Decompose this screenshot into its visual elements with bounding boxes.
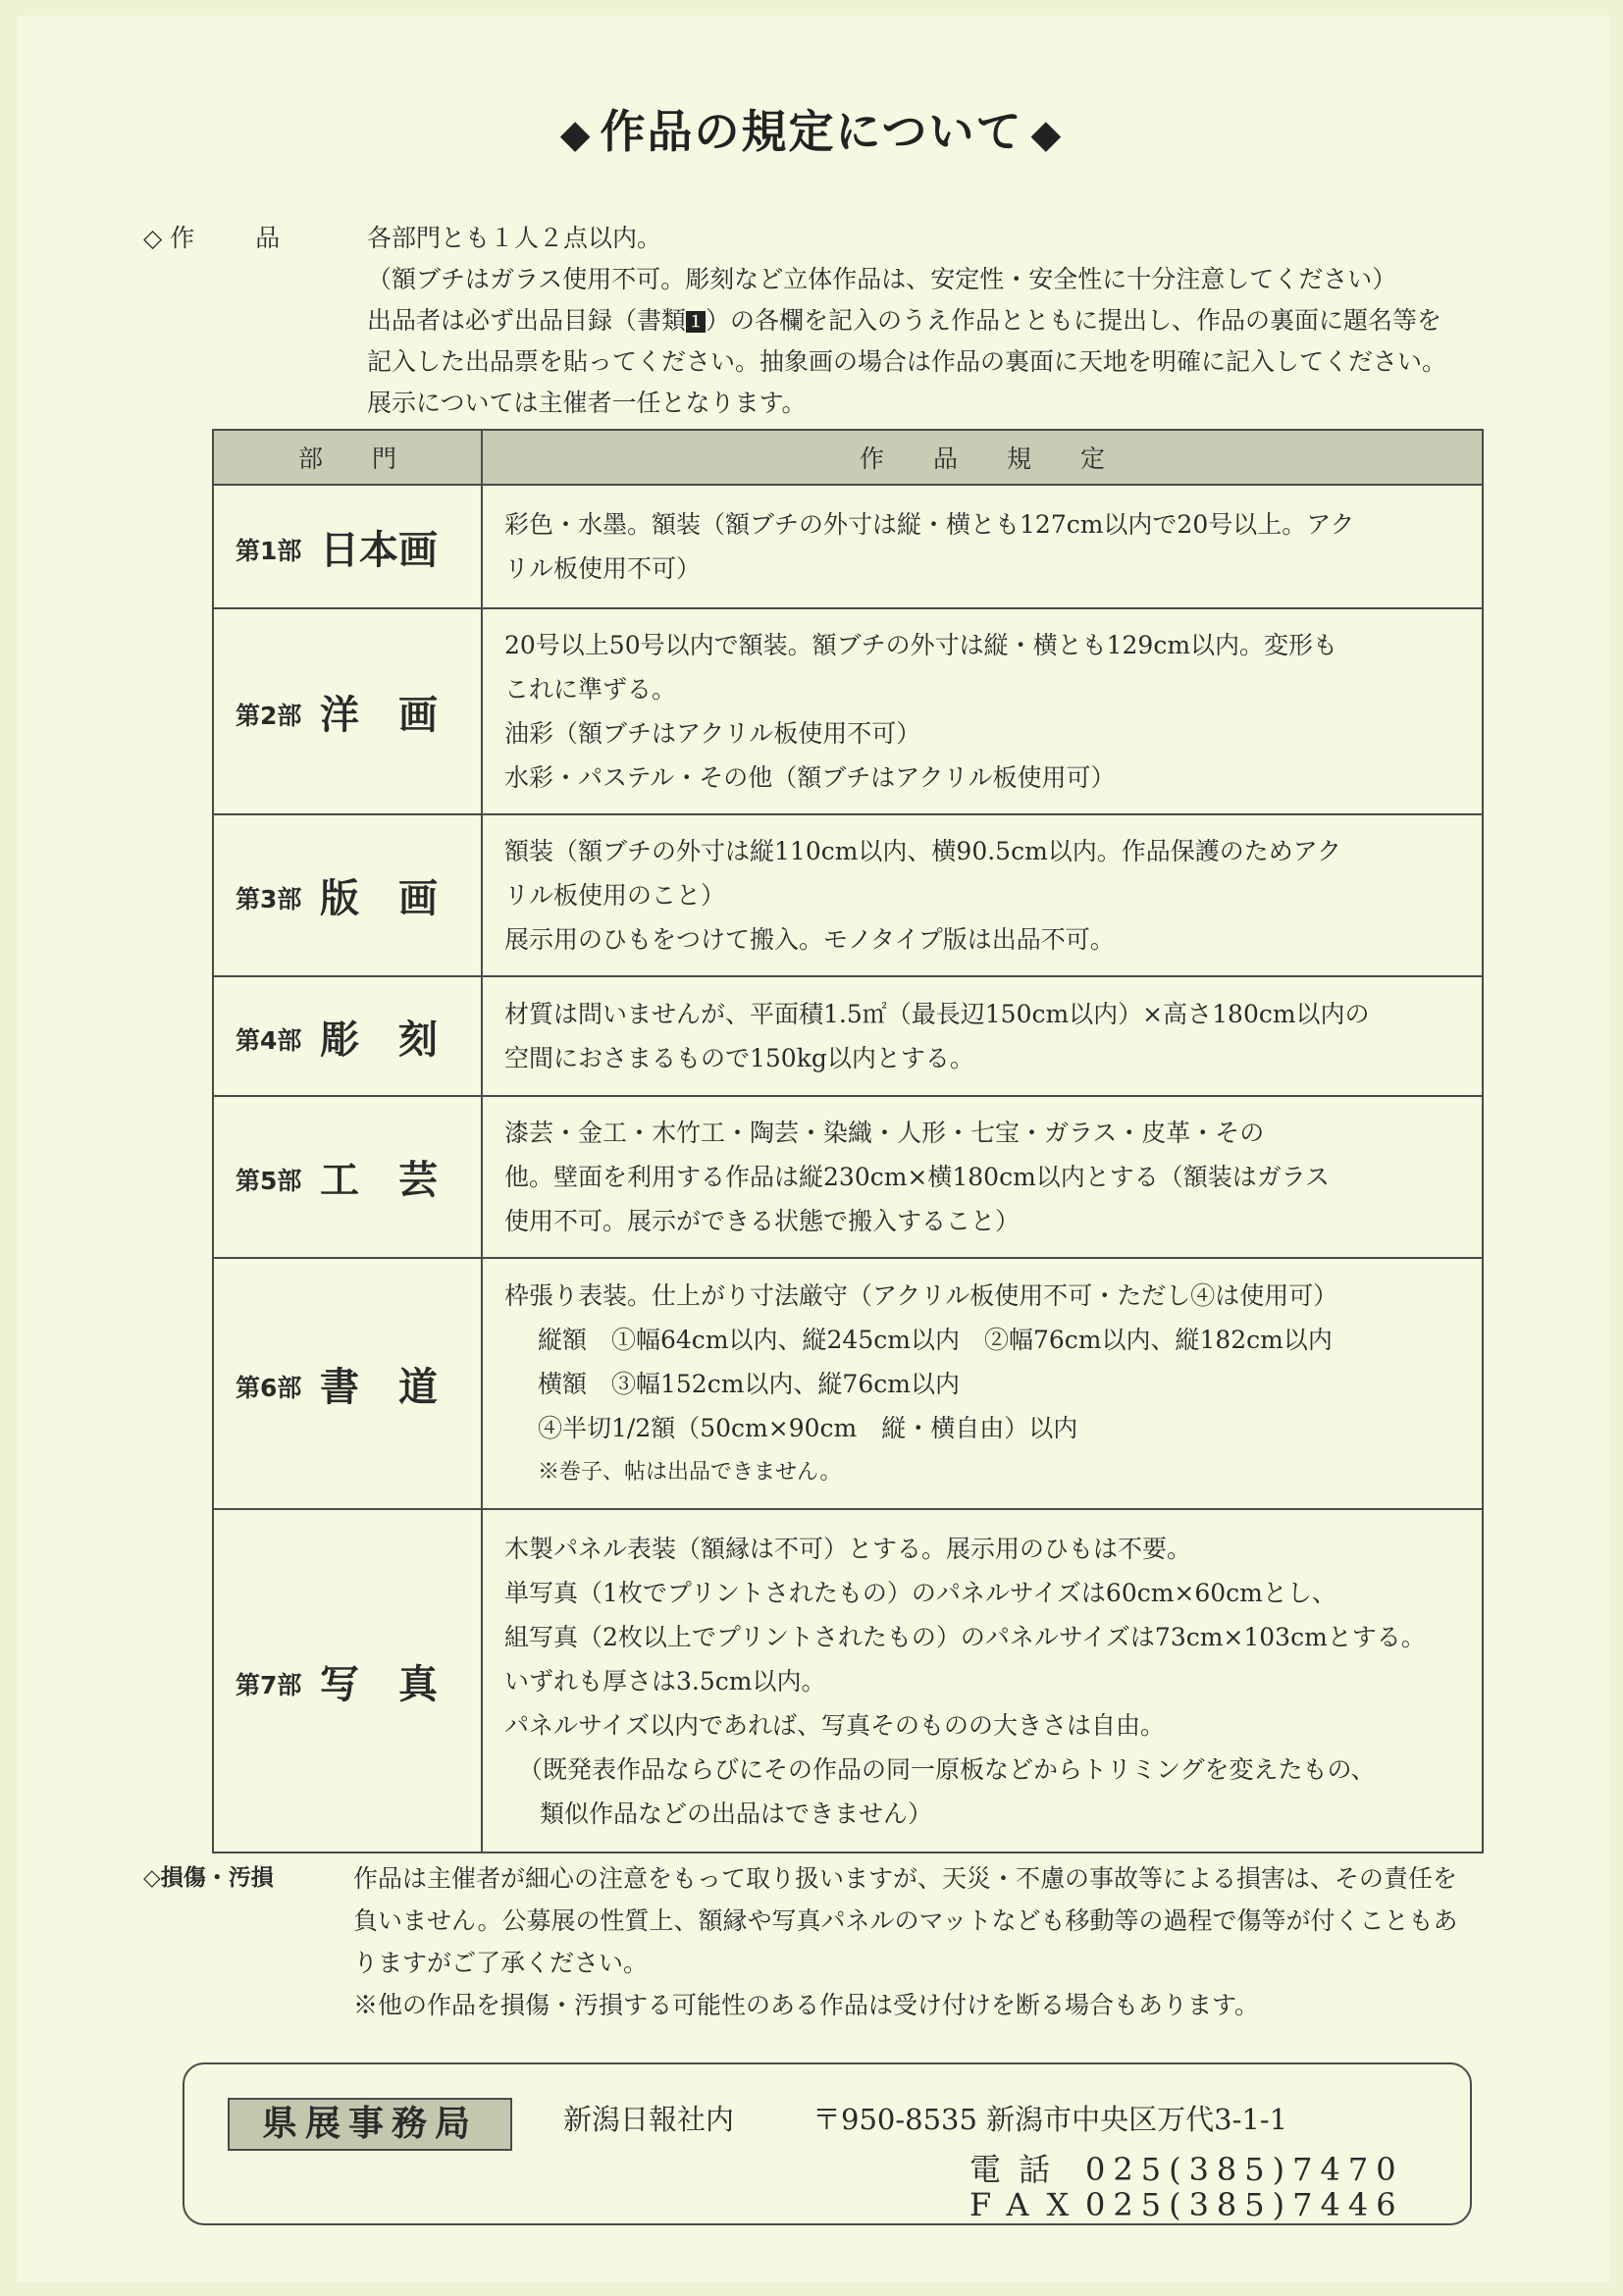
spec-cell: 木製パネル表装（額縁は不可）とする。展示用のひもは不要。 単写真（1枚でプリントされたもの）のパネルサイズは60cm×60cmとし、 組写真（2枚以上でプリントされたもの）のパネルサイズは73cm×103cmとする。 いずれも厚さは3.5cm以内。 パネルサイズ以内であれば、写真そのものの大きさは自由。 （既発表作品ならびにその作品の同一原板などからトリミングを変えたもの、 類似作品などの出品はできません） — [482, 1509, 1483, 1852]
dept-cell: 第7部 写真 — [213, 1509, 482, 1852]
document-number-badge: １ — [688, 312, 705, 331]
works-body — [367, 218, 1525, 424]
office-tel: 電話 025(385)7470 — [969, 2151, 1404, 2188]
header-spec: 作 品 規 定 — [482, 430, 1483, 485]
office-contact-box — [183, 2062, 1472, 2225]
table-header-row — [213, 430, 1483, 485]
dept-cell: 第3部 版画 — [213, 814, 482, 976]
damage-body — [353, 1857, 1511, 2026]
table-row — [213, 485, 1483, 608]
table-row — [213, 1096, 1483, 1258]
office-fax: FAX025(385)7446 — [969, 2186, 1404, 2223]
rules-table — [212, 429, 1484, 1853]
works-line: 展示については主催者一任となります。 — [367, 389, 807, 417]
diamond-icon: ◆ — [559, 112, 593, 157]
spec-cell: 材質は問いませんが、平面積1.5㎡（最長辺150cm以内）×高さ180cm以内の 空間におさまるもので150kg以内とする。 — [482, 976, 1483, 1096]
damage-line: 作品は主催者が細心の注意をもって取り扱いますが、天災・不慮の事故等による損害は、その責任を — [353, 1864, 1458, 1893]
header-dept: 部 門 — [213, 430, 482, 485]
table-row — [213, 608, 1483, 814]
damage-line: りますがご了承ください。 — [353, 1949, 649, 1977]
dept-cell: 第2部 洋画 — [213, 608, 482, 814]
damage-line: ※他の作品を損傷・汚損する可能性のある作品は受け付けを断る場合もあります。 — [353, 1991, 1260, 2019]
table-row — [213, 814, 1483, 976]
spec-cell: 額装（額ブチの外寸は縦110cm以内、横90.5cm以内。作品保護のためアク リル板使用のこと） 展示用のひもをつけて搬入。モノタイプ版は出品不可。 — [482, 814, 1483, 976]
office-name: 県展事務局 — [228, 2098, 512, 2151]
works-line: 各部門とも１人２点以内。 — [367, 224, 662, 252]
table-row — [213, 1258, 1483, 1509]
spec-cell: 彩色・水墨。額装（額ブチの外寸は縦・横とも127cm以内で20号以上。アク リル板使用不可） — [482, 485, 1483, 608]
works-label: ◇ 作 品 — [143, 224, 281, 252]
works-line: 出品者は必ず出品目録（書類 １）の各欄を記入のうえ作品とともに提出し、作品の裏面に題名等を — [367, 306, 1442, 335]
spec-cell: 20号以上50号以内で額装。額ブチの外寸は縦・横とも129cm以内。変形も これに準ずる。 油彩（額ブチはアクリル板使用不可） 水彩・パステル・その他（額ブチはアクリル板使用可） — [482, 608, 1483, 814]
table-row — [213, 1509, 1483, 1852]
office-org: 新潟日報社内 — [563, 2103, 735, 2136]
damage-line: 負いません。公募展の性質上、額縁や写真パネルのマットなども移動等の過程で傷等が付くこともあ — [353, 1906, 1458, 1935]
dept-cell: 第4部 彫刻 — [213, 976, 482, 1096]
dept-cell: 第1部 日本画 — [213, 485, 482, 608]
dept-cell: 第6部 書道 — [213, 1258, 482, 1509]
works-line: （額ブチはガラス使用不可。彫刻など立体作品は、安定性・安全性に十分注意してください） — [367, 265, 1397, 293]
spec-cell: 枠張り表装。仕上がり寸法厳守（アクリル板使用不可・ただし④は使用可） 縦額 ①幅64cm以内、縦245cm以内 ②幅76cm以内、縦182cm以内 横額 ③幅152cm以内、縦76cm以内 ④半切1/2額（50cm×90cm 縦・横自由）以内 ※巻子、帖は出品できません。 — [482, 1258, 1483, 1509]
office-address: 〒950-8535 新潟市中央区万代3-1-1 — [812, 2103, 1288, 2136]
works-line: 記入した出品票を貼ってください。抽象画の場合は作品の裏面に天地を明確に記入してください。 — [367, 347, 1447, 376]
dept-cell: 第5部 工芸 — [213, 1096, 482, 1258]
damage-label: ◇損傷・汚損 — [143, 1865, 274, 1891]
page-title: ◆ 作品の規定について ◆ — [559, 105, 1064, 158]
spec-cell: 漆芸・金工・木竹工・陶芸・染織・人形・七宝・ガラス・皮革・その 他。壁面を利用する作品は縦230cm×横180cm以内とする（額装はガラス 使用不可。展示ができる状態で搬入すること） — [482, 1096, 1483, 1258]
diamond-icon: ◆ — [1030, 112, 1064, 157]
table-row — [213, 976, 1483, 1096]
